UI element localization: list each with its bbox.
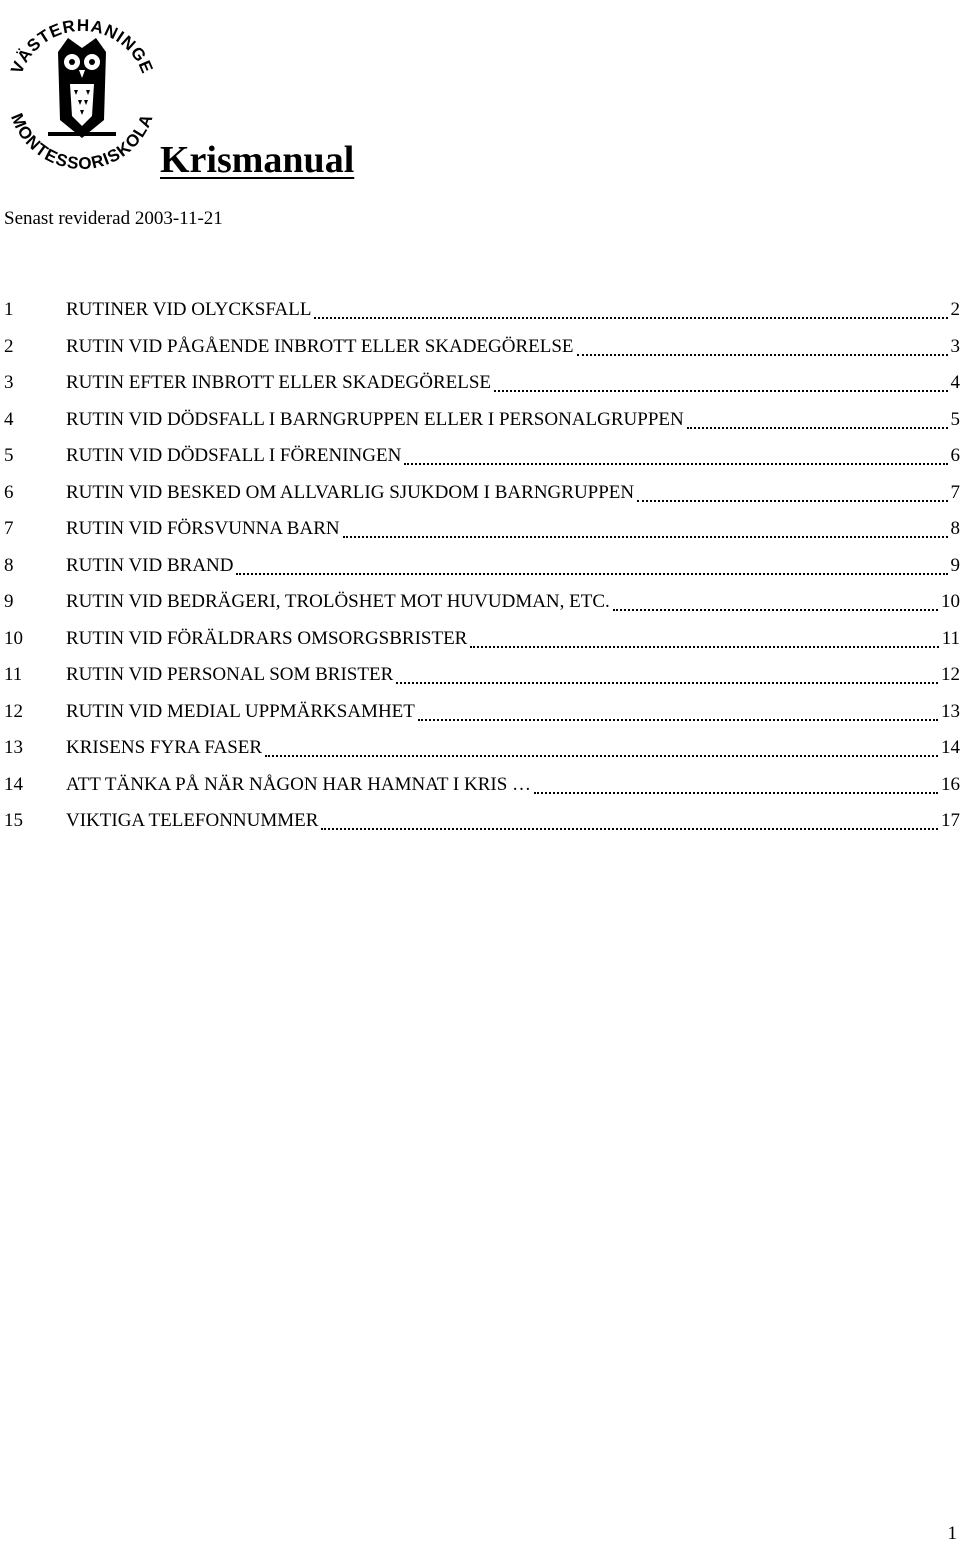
toc-entry[interactable] (4, 584, 960, 621)
toc-entry-page: 13 (941, 700, 960, 722)
toc-dot-leader (613, 609, 938, 611)
toc-dot-leader (418, 719, 938, 721)
toc-entry-page: 14 (941, 737, 960, 759)
toc-entry-page: 5 (950, 408, 960, 430)
toc-dot-leader (396, 682, 938, 684)
revision-date: Senast reviderad 2003-11-21 (4, 208, 223, 229)
toc-dot-leader (314, 317, 947, 319)
toc-entry-title: RUTIN VID BEDRÄGERI, TROLÖSHET MOT HUVUDMAN, ETC. (66, 591, 610, 613)
table-of-contents (4, 292, 960, 840)
toc-dot-leader (321, 828, 938, 830)
toc-dot-leader (470, 646, 938, 648)
toc-dot-leader (534, 792, 938, 794)
toc-entry-title: RUTIN VID FÖRSVUNNA BARN (66, 518, 340, 540)
toc-entry-number: 3 (4, 372, 14, 394)
toc-entry-page: 10 (941, 591, 960, 613)
toc-entry[interactable] (4, 438, 960, 475)
toc-entry-number: 1 (4, 299, 14, 321)
logo-text-bottom: MONTESSORISKOLA (7, 110, 157, 174)
toc-entry-title: RUTIN EFTER INBROTT ELLER SKADEGÖRELSE (66, 372, 492, 394)
toc-entry-page: 2 (950, 299, 960, 321)
toc-dot-leader (687, 427, 948, 429)
toc-entry-number: 13 (4, 737, 23, 759)
toc-entry-number: 5 (4, 445, 14, 467)
toc-dot-leader (343, 536, 948, 538)
toc-entry-page: 12 (941, 664, 960, 686)
toc-entry-number: 11 (4, 664, 23, 686)
toc-entry-title: RUTIN VID BRAND (66, 554, 234, 576)
toc-entry-title: RUTIN VID PERSONAL SOM BRISTER (66, 664, 394, 686)
document-title: Krismanual (160, 139, 355, 181)
toc-entry-number: 4 (4, 408, 14, 430)
toc-dot-leader (494, 390, 947, 392)
toc-entry[interactable] (4, 329, 960, 366)
toc-entry[interactable] (4, 657, 960, 694)
toc-entry[interactable] (4, 548, 960, 585)
toc-entry-number: 14 (4, 773, 23, 795)
toc-entry[interactable] (4, 803, 960, 840)
toc-entry-title: KRISENS FYRA FASER (66, 737, 263, 759)
toc-entry[interactable] (4, 475, 960, 512)
toc-entry-page: 7 (950, 481, 960, 503)
toc-entry-title: RUTIN VID DÖDSFALL I BARNGRUPPEN ELLER I PERSONALGRUPPEN (66, 408, 684, 430)
toc-dot-leader (404, 463, 947, 465)
toc-entry-title: RUTIN VID FÖRÄLDRARS OMSORGSBRISTER (66, 627, 468, 649)
toc-dot-leader (236, 573, 947, 575)
toc-entry[interactable] (4, 730, 960, 767)
toc-entry[interactable] (4, 621, 960, 658)
owl-icon (0, 0, 165, 180)
toc-entry-number: 15 (4, 810, 23, 832)
toc-dot-leader (265, 755, 938, 757)
page-number: 1 (947, 1523, 957, 1544)
toc-entry[interactable] (4, 694, 960, 731)
toc-entry-title: RUTINER VID OLYCKSFALL (66, 299, 312, 321)
toc-entry-number: 12 (4, 700, 23, 722)
toc-entry-number: 9 (4, 591, 14, 613)
toc-entry-title: RUTIN VID PÅGÅENDE INBROTT ELLER SKADEGÖRELSE (66, 335, 574, 357)
toc-entry-number: 7 (4, 518, 14, 540)
toc-entry-title: RUTIN VID DÖDSFALL I FÖRENINGEN (66, 445, 402, 467)
toc-entry-number: 10 (4, 627, 23, 649)
toc-entry[interactable] (4, 365, 960, 402)
toc-dot-leader (577, 354, 948, 356)
toc-entry-number: 8 (4, 554, 14, 576)
toc-entry-page: 17 (941, 810, 960, 832)
toc-entry-page: 8 (950, 518, 960, 540)
toc-entry-page: 4 (950, 372, 960, 394)
logo-text-top: VÄSTERHANINGE (7, 15, 157, 77)
toc-entry[interactable] (4, 511, 960, 548)
toc-entry[interactable] (4, 402, 960, 439)
toc-entry-title: RUTIN VID BESKED OM ALLVARLIG SJUKDOM I BARNGRUPPEN (66, 481, 635, 503)
toc-entry-page: 6 (950, 445, 960, 467)
toc-entry-page: 16 (941, 773, 960, 795)
toc-entry-page: 11 (941, 627, 960, 649)
toc-entry-page: 9 (950, 554, 960, 576)
toc-entry-number: 2 (4, 335, 14, 357)
toc-dot-leader (637, 500, 947, 502)
toc-entry-title: RUTIN VID MEDIAL UPPMÄRKSAMHET (66, 700, 415, 722)
toc-entry-title: VIKTIGA TELEFONNUMMER (66, 810, 319, 832)
toc-entry[interactable] (4, 767, 960, 804)
toc-entry-title: ATT TÄNKA PÅ NÄR NÅGON HAR HAMNAT I KRIS … (66, 773, 532, 795)
school-logo (0, 0, 165, 180)
toc-entry-page: 3 (950, 335, 960, 357)
toc-entry-number: 6 (4, 481, 14, 503)
toc-entry[interactable] (4, 292, 960, 329)
